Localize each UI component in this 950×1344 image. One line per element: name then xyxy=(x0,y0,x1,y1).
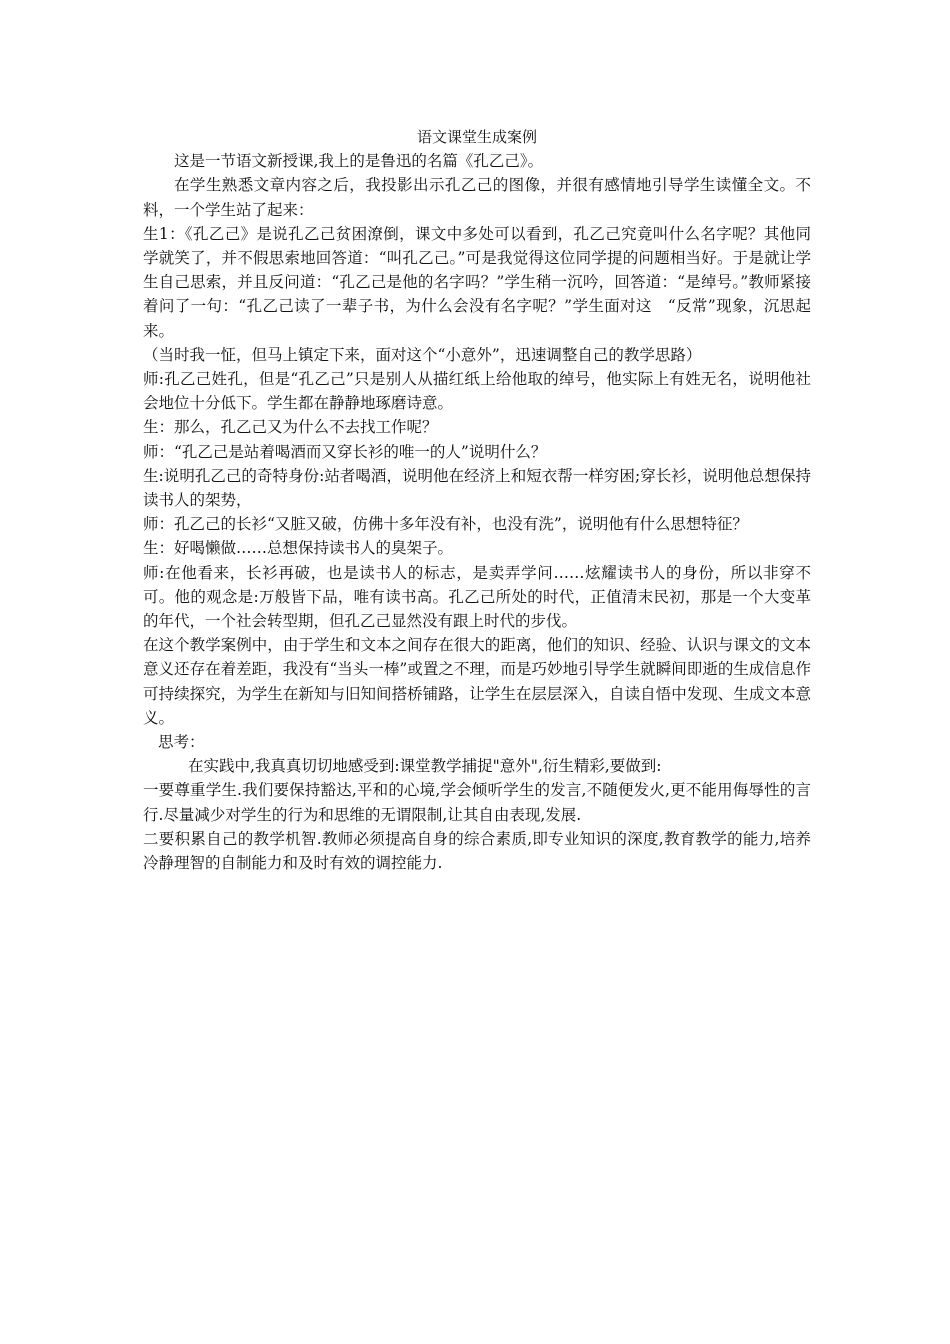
paragraph-point-1: 一要尊重学生.我们要保持豁达,平和的心境,学会倾听学生的发言,不随便发火,更不能用侮辱性的言行.尽量减少对学生的行为和思维的无谓限制,让其自由表现,发展. xyxy=(143,781,811,824)
paragraph-context: 在学生熟悉文章内容之后，我投影出示孔乙己的图像，并很有感情地引导学生读懂全文。不料，一个学生站了起来： xyxy=(143,176,811,219)
paragraph-reflection-intro: 在实践中,我真真切切地感受到:课堂教学捕捉"意外",衍生精彩,要做到: xyxy=(188,757,662,776)
paragraph-student-4: 生：好喝懒做……总想保持读书人的臭架子。 xyxy=(143,539,454,558)
document-body xyxy=(143,125,811,875)
paragraph-teacher-2: 师：“孔乙己是站着喝酒而又穿长衫的唯一的人”说明什么？ xyxy=(143,442,547,461)
paragraph-analysis: 在这个教学案例中，由于学生和文本之间存在很大的距离，他们的知识、经验、认识与课文的文本意义还存在着差距，我没有“当头一棒”或置之不理，而是巧妙地引导学生就瞬间即逝的生成信息作可持续探究，为学生在新知与旧知间搭桥铺路，让学生在层层深入，自读自悟中发现、生成文本意义。 xyxy=(143,636,811,727)
document-title: 语文课堂生成案例 xyxy=(416,128,537,146)
paragraph-student-1: 生1：《孔乙己》是说孔乙己贫困潦倒，课文中多处可以看到，孔乙己究竟叫什么名字呢？其他同学就笑了，并不假思索地回答道：“叫孔乙己。”可是我觉得这位同学提的问题相当好。于是就让学生自己思索，并且反问道：“孔乙己是他的名字吗？”学生稍一沉吟，回答道：“是绰号。”教师紧接着问了一句：“孔乙己读了一辈子书，为什么会没有名字呢？”学生面对这 “反常”现象，沉思起来。 xyxy=(143,224,811,340)
paragraph-intro: 这是一节语文新授课,我上的是鲁迅的名篇《孔乙己》。 xyxy=(174,152,544,171)
paragraph-reflection-heading: 思考： xyxy=(158,733,205,752)
paragraph-student-2: 生：那么，孔乙己又为什么不去找工作呢？ xyxy=(143,418,438,437)
paragraph-teacher-3: 师：孔乙己的长衫“又脏又破，仿佛十多年没有补，也没有洗”，说明他有什么思想特征？ xyxy=(143,515,748,534)
paragraph-teacher-1: 师:孔乙己姓孔，但是“孔乙己”只是别人从描红纸上给他取的绰号，他实际上有姓无名，说明他社会地位十分低下。学生都在静静地琢磨诗意。 xyxy=(143,370,811,413)
paragraph-teacher-reflection: （当时我一怔，但马上镇定下来，面对这个“小意外”，迅速调整自己的教学思路） xyxy=(143,345,702,364)
paragraph-student-3: 生:说明孔乙己的奇特身份:站者喝酒，说明他在经济上和短衣帮一样穷困;穿长衫，说明他总想保持读书人的架势， xyxy=(143,466,811,510)
paragraph-point-2: 二要积累自己的教学机智.教师必须提高自身的综合素质,即专业知识的深度,教育教学的能力,培养冷静理智的自制能力和及时有效的调控能力. xyxy=(143,829,811,873)
paragraph-teacher-4: 师:在他看来，长衫再破，也是读书人的标志，是卖弄学问……炫耀读书人的身份，所以非穿不可。他的观念是:万般皆下品，唯有读书高。孔乙己所处的时代，正值清末民初，那是一个大变革的年代，一个社会转型期，但孔乙己显然没有跟上时代的步伐。 xyxy=(143,563,811,631)
